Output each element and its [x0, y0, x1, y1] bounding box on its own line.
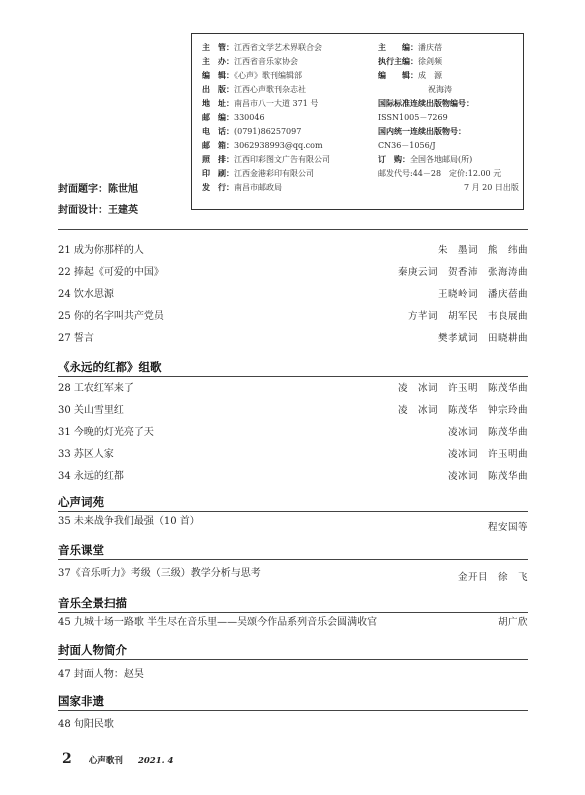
info-row: 邮发代号:44－28 定价:12.00 元	[378, 169, 502, 178]
info-row: CN36－1056/J	[378, 141, 436, 150]
toc-item[interactable]: 37《音乐听力》考级（三级）教学分析与思考 金开目 徐 飞	[58, 568, 528, 583]
toc-item[interactable]: 21 成为你那样的人 朱 墨词 熊 纬曲	[58, 245, 528, 256]
cover-design-credit: 封面设计：王建英	[58, 205, 138, 216]
toc-item[interactable]: 28 工农红军来了 凌 冰词 许玉明 陈茂华曲	[58, 383, 528, 394]
info-row: 邮 箱：3062938993@qq.com	[202, 141, 323, 150]
divider	[58, 229, 528, 230]
toc-item-authors-row: 程安国等	[487, 522, 528, 533]
info-row: 主 管：江西省文学艺术界联合会	[202, 43, 322, 52]
section-heading: 音乐课堂	[58, 543, 104, 557]
section-heading: 封面人物简介	[58, 643, 127, 657]
divider	[58, 710, 528, 711]
info-row: 祝海涛	[428, 85, 452, 94]
info-row: 电 话：(0791)86257097	[202, 127, 302, 136]
info-row: 执行主编：徐剑频	[378, 57, 442, 66]
section-heading: 音乐全景扫描	[58, 596, 127, 610]
info-row: 印 刷：江西金港彩印有限公司	[202, 169, 314, 178]
divider	[58, 511, 528, 512]
info-row: 编 辑：成 源	[378, 71, 442, 80]
toc-item[interactable]: 48 旬阳民歌	[58, 719, 114, 730]
cover-title-credit: 封面题字：陈世旭	[58, 184, 138, 195]
toc-item[interactable]: 31 今晚的灯光亮了天 凌冰词 陈茂华曲	[58, 427, 528, 438]
toc-item[interactable]: 35 未来战争我们最强（10 首）	[58, 516, 200, 527]
info-row: 主 办：江西省音乐家协会	[202, 57, 298, 66]
info-row: 照 排：江西印彩图文广告有限公司	[202, 155, 330, 164]
page-number: 2	[62, 751, 72, 767]
magazine-name: 心声歌刊	[88, 756, 123, 766]
info-row: 主 编：潘庆蓓	[378, 43, 442, 52]
toc-item[interactable]: 24 饮水思源 王晓岭词 潘庆蓓曲	[58, 289, 528, 300]
toc-item[interactable]: 47 封面人物：赵昊	[58, 669, 144, 680]
toc-item[interactable]: 30 关山雪里红 凌 冰词 陈茂华 钟宗玲曲	[58, 405, 528, 416]
divider	[58, 376, 528, 377]
info-row: 订 购：全国各地邮局(所)	[378, 155, 473, 164]
info-row: 地 址：南昌市八一大道 371 号	[202, 99, 319, 108]
info-row: ISSN1005－7269	[378, 113, 448, 122]
info-row: 7 月 20 日出版	[464, 183, 519, 192]
section-heading: 心声词苑	[58, 495, 104, 509]
page-footer	[62, 748, 173, 767]
info-row: 国内统一连续出版物号：	[378, 127, 466, 136]
info-row: 出 版：江西心声歌刊杂志社	[202, 85, 306, 94]
toc-item[interactable]: 27 誓言 樊孝斌词 田晓耕曲	[58, 333, 528, 344]
divider	[58, 659, 528, 660]
toc-item[interactable]: 45 九城十场一路歌 半生尽在音乐里——吴颂今作品系列音乐会圆满收官 胡广欣	[58, 617, 528, 628]
info-row: 邮 编：330046	[202, 113, 265, 122]
toc-item[interactable]: 33 苏区人家 凌冰词 许玉明曲	[58, 449, 528, 460]
issue-number: 2021. 4	[137, 756, 174, 766]
toc-item[interactable]: 22 捧起《可爱的中国》 秦庚云词 贺香沛 张海涛曲	[58, 267, 528, 278]
section-heading: 国家非遗	[58, 694, 104, 708]
info-row: 编 辑：《心声》歌刊编辑部	[202, 71, 302, 80]
masthead-info-box	[191, 33, 524, 210]
divider	[58, 612, 528, 613]
section-heading: 《永远的红都》组歌	[58, 360, 162, 374]
info-row: 发 行：南昌市邮政局	[202, 183, 282, 192]
info-row: 国际标准连续出版物编号：	[378, 99, 474, 108]
divider	[58, 559, 528, 560]
toc-item[interactable]: 34 永远的红都 凌冰词 陈茂华曲	[58, 471, 528, 482]
toc-item[interactable]: 25 你的名字叫共产党员 方芊词 胡军民 韦良展曲	[58, 311, 528, 322]
